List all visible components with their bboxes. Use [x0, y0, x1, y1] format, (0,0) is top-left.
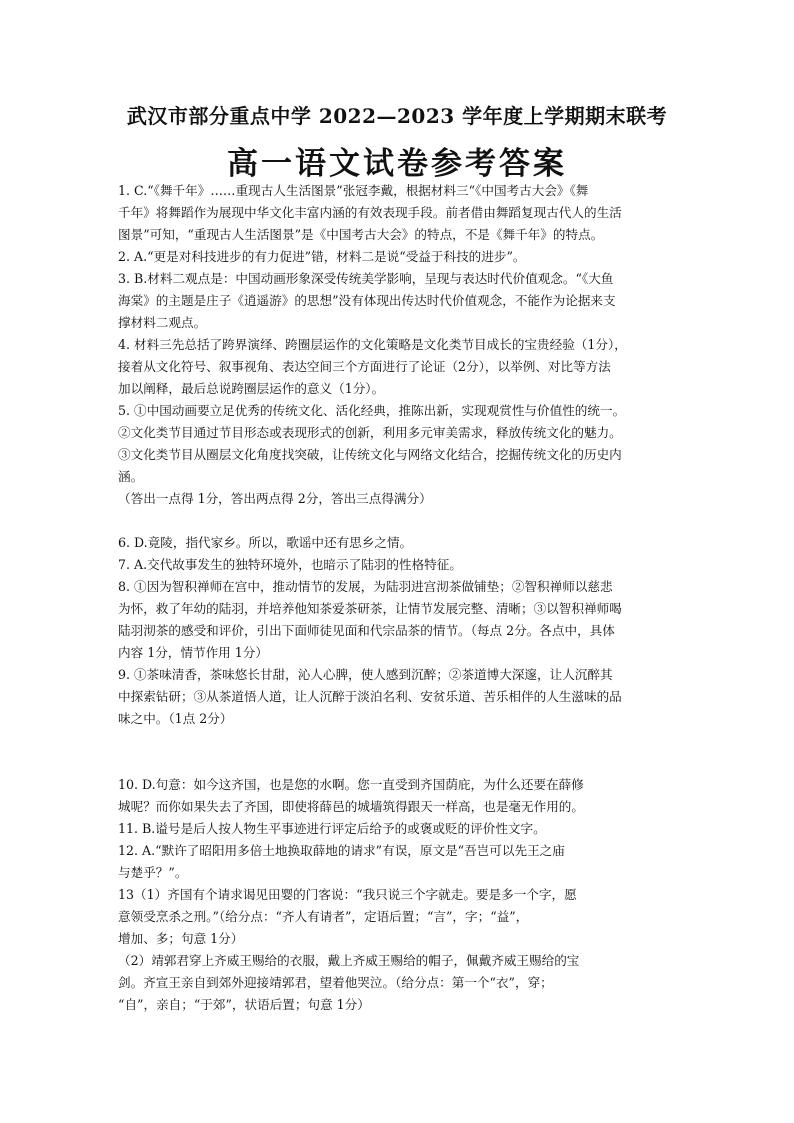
answer-line: “自”，亲自；“于郊”，状语后置；句意 1分） — [118, 997, 370, 1012]
answer-line: 接着从文化符号、叙事视角、表达空间三个方面进行了论证（2分），以举例、对比等方法 — [118, 359, 611, 374]
answer-line: 城呢？而你如果失去了齐国，即使将薛邑的城墙筑得跟天一样高，也是毫无作用的。 — [118, 799, 584, 814]
answer-line: 9. ①茶味清香，茶味悠长甘甜，沁人心脾，使人感到沉醉；②茶道博大深邃，让人沉醉其 — [118, 667, 613, 682]
answer-line: （答出一点得 1分，答出两点得 2分，答出三点得满分） — [118, 491, 432, 506]
answer-line: 加以阐释，最后总说跨圈层运作的意义（1分）。 — [118, 381, 385, 396]
answer-line: 4. 材料三先总括了跨界演绎、跨圈层运作的文化策略是文化类节目成长的宝贵经验（1分）， — [118, 337, 627, 352]
answer-line: 6. D.竟陵，指代家乡。所以，歌谣中还有思乡之情。 — [118, 535, 413, 550]
answer-line: 海棠》的主题是庄子《逍遥游》的思想”没有体现出传达时代价值观念，不能作为论据来支 — [118, 293, 616, 308]
exam-title: 武汉市部分重点中学 2022—2023 学年度上学期期末联考 — [126, 104, 668, 128]
answer-line: 剑。齐宣王亲自到郊外迎接靖郭君，望着他哭泣。（给分点：第一个“衣”，穿； — [118, 975, 553, 990]
answer-line: 11. B.谥号是后人按人物生平事迹进行评定后给予的或褒或贬的评价性文字。 — [118, 821, 546, 836]
answer-line: 8. ①因为智积禅师在宫中，推动情节的发展，为陆羽进宫沏茶做铺垫；②智积禅师以慈悲 — [118, 579, 613, 594]
answer-line: 12. A.“默许了昭阳用多倍土地换取薛地的请求”有误，原文是“吾岂可以先王之庙 — [118, 843, 565, 858]
answer-line: 内容 1分，情节作用 1分） — [118, 645, 268, 660]
answer-line: 涵。 — [118, 469, 144, 484]
answer-line: 撑材料二观点。 — [118, 315, 207, 330]
answer-line: 图景”可知，“重现古人生活图景”是《中国考古大会》的特点，不是《舞千年》的特点。 — [118, 227, 604, 242]
blank-line — [118, 752, 676, 774]
answer-key-title: 高一语文试卷参考答案 — [227, 146, 567, 182]
answer-line: 2. A.“更是对科技进步的有力促进”错，材料二是说“受益于科技的进步”。 — [118, 249, 526, 264]
answer-line: 千年》将舞蹈作为展现中华文化丰富内涵的有效表现手段。前者借由舞蹈复现古代人的生活 — [118, 205, 622, 220]
answer-line: （2）靖郭君穿上齐威王赐给的衣服，戴上齐威王赐给的帽子，佩戴齐威王赐给的宝 — [118, 953, 580, 968]
answers-body — [118, 180, 676, 1016]
answer-line: 为怀，救了年幼的陆羽，并培养他知茶爱茶研茶，让情节发展完整、清晰；③以智积禅师喝 — [118, 601, 622, 616]
answer-line: 1. C.“《舞千年》……重现古人生活图景”张冠李戴，根据材料三“《中国考古大会》《舞 — [118, 183, 589, 198]
answer-line: 5. ①中国动画要立足优秀的传统文化、活化经典，推陈出新，实现观赏性与价值性的统一。 — [118, 403, 626, 418]
blank-line — [118, 510, 676, 532]
answer-line: 与楚乎？”。 — [118, 865, 188, 880]
answer-line: ③文化类节目从圈层文化角度找突破，让传统文化与网络文化结合，挖掘传统文化的历史内 — [118, 447, 622, 462]
answer-line: 增加、多；句意 1分） — [118, 931, 244, 946]
answer-line: 10. D.句意：如今这齐国，也是您的水啊。您一直受到齐国荫庇，为什么还要在薛修 — [118, 777, 584, 792]
answer-line: 陆羽沏茶的感受和评价，引出下面师徒见面和代宗品茶的情节。（每点 2分。各点中，具体 — [118, 623, 615, 638]
blank-line — [118, 730, 676, 752]
answer-line: 3. B.材料二观点是：中国动画形象深受传统美学影响，呈现与表达时代价值观念。“《大鱼 — [118, 271, 614, 286]
answer-line: 中探索钻研；③从茶道悟人道，让人沉醉于淡泊名利、安贫乐道、苦乐相伴的人生滋味的品 — [118, 689, 622, 704]
answer-line: ②文化类节目通过节目形态或表现形式的创新，利用多元审美需求，释放传统文化的魅力。 — [118, 425, 622, 440]
answer-line: 13（1）齐国有个请求谒见田婴的门客说：“我只说三个字就走。要是多一个字，愿 — [118, 887, 577, 902]
answer-line: 意领受烹杀之刑。”（给分点：“齐人有请者”，定语后置；“言”，字；“益”， — [118, 909, 529, 924]
answer-line: 7. A.交代故事发生的独特环境外，也暗示了陆羽的性格特征。 — [118, 557, 462, 572]
answer-line: 味之中。（1点 2分） — [118, 711, 233, 726]
